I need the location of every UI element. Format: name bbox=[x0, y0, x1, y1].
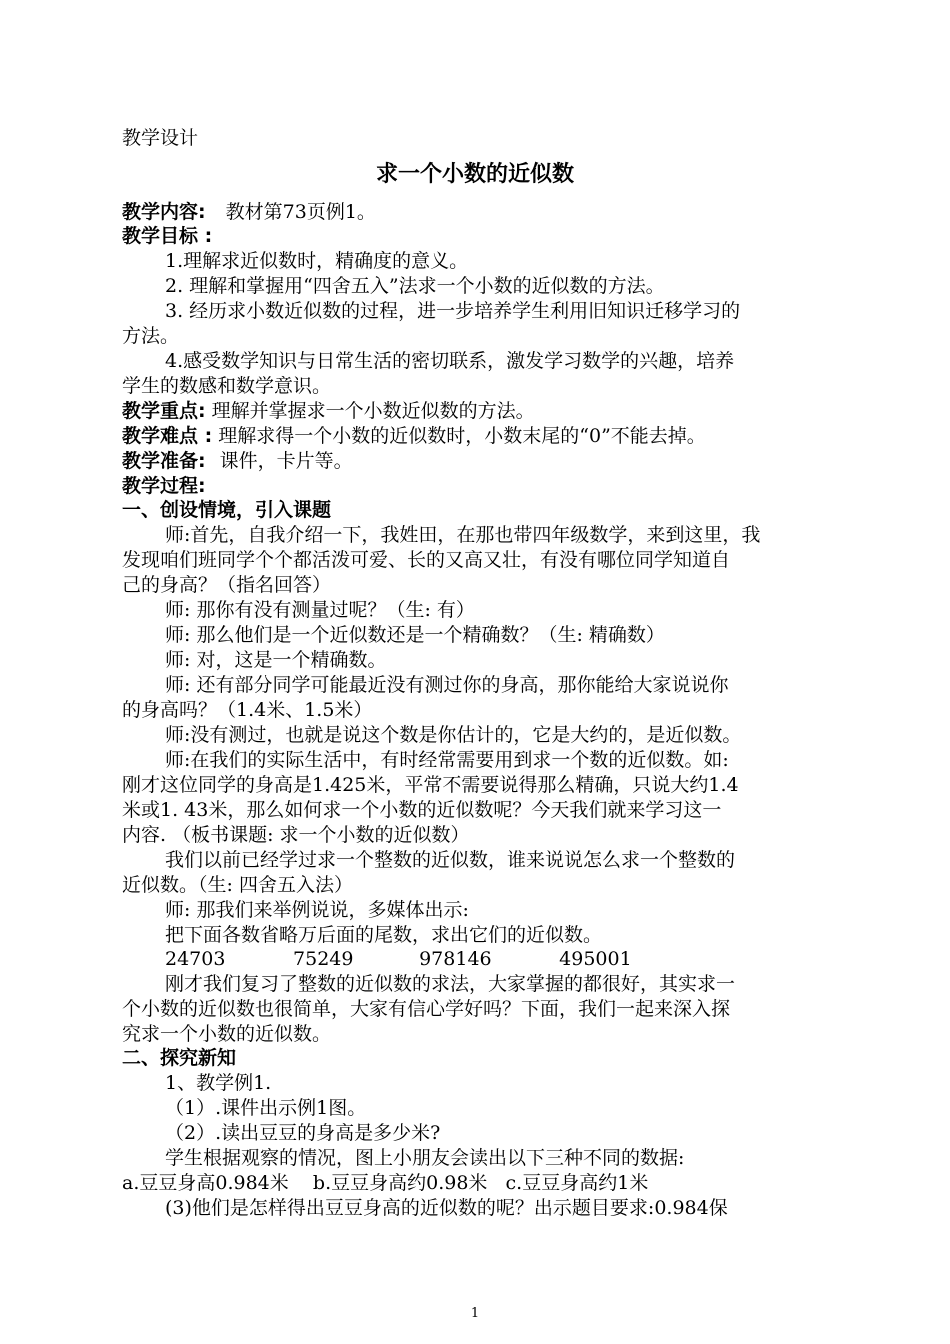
paragraph-line: 的身高吗？（1.4米、1.5米） bbox=[122, 699, 373, 721]
content-label: 教学内容: bbox=[122, 201, 206, 223]
goals-label: 教学目标 : bbox=[122, 225, 213, 247]
paragraph-line: 发现咱们班同学个个都活泼可爱、长的又高又壮，有没有哪位同学知道自 bbox=[122, 549, 731, 571]
paragraph-line: （2）.读出豆豆的身高是多少米? bbox=[165, 1122, 441, 1144]
paragraph-line: 学生根据观察的情况，图上小朋友会读出以下三种不同的数据: bbox=[165, 1147, 685, 1169]
paragraph-line: 师:没有测过，也就是说这个数是你估计的，它是大约的，是近似数。 bbox=[165, 724, 742, 746]
paragraph-line: 我们以前已经学过求一个整数的近似数，谁来说说怎么求一个整数的 bbox=[165, 849, 736, 871]
paragraph-line: 师:首先，自我介绍一下，我姓田，在那也带四年级数学，来到这里，我 bbox=[165, 524, 761, 546]
paragraph-line: 师: 那么他们是一个近似数还是一个精确数？（生: 精确数） bbox=[165, 624, 665, 646]
page-number: 1 bbox=[470, 1306, 480, 1321]
difficulty-row bbox=[122, 424, 842, 448]
goal-item: 1.理解求近似数时，精确度的意义。 bbox=[165, 250, 469, 272]
paragraph-line: 近似数。（生: 四舍五入法） bbox=[122, 874, 353, 896]
key-text: 理解并掌握求一个小数近似数的方法。 bbox=[211, 400, 535, 422]
content-row bbox=[122, 200, 842, 224]
paragraph-line: 把下面各数省略万后面的尾数，求出它们的近似数。 bbox=[165, 924, 603, 946]
goal-item: 方法。 bbox=[122, 325, 180, 347]
paragraph-line: 刚才我们复习了整数的近似数的求法，大家掌握的都很好，其实求一 bbox=[165, 973, 736, 995]
number-item: 978146 bbox=[419, 948, 492, 970]
paragraph-line: 米或1. 43米，那么如何求一个小数的近似数呢？今天我们就来学习这一 bbox=[122, 799, 722, 821]
number-item: 75249 bbox=[293, 948, 354, 970]
paragraph-line: 师: 对，这是一个精确数。 bbox=[165, 649, 387, 671]
number-item: 24703 bbox=[165, 948, 226, 970]
paragraph-line: 师:在我们的实际生活中，有时经常需要用到求一个数的近似数。如: bbox=[165, 749, 729, 771]
number-list bbox=[165, 947, 842, 971]
paragraph-line: (3)他们是怎样得出豆豆身高的近似数的呢？出示题目要求:0.984保 bbox=[165, 1197, 728, 1219]
section1-heading: 一、创设情境，引入课题 bbox=[122, 499, 332, 521]
prep-row bbox=[122, 449, 842, 473]
paragraph-line: 1、教学例1. bbox=[165, 1072, 272, 1094]
paragraph-line: 师: 那我们来举例说说，多媒体出示: bbox=[165, 899, 469, 921]
goal-item: 学生的数感和数学意识。 bbox=[122, 375, 332, 397]
process-label: 教学过程: bbox=[122, 475, 206, 497]
prep-text: 课件，卡片等。 bbox=[219, 450, 353, 472]
content-text: 教材第73页例1。 bbox=[225, 201, 376, 223]
goal-item: 3. 经历求小数近似数的过程，进一步培养学生利用旧知识迁移学习的 bbox=[165, 300, 741, 322]
difficulty-label: 教学难点 : bbox=[122, 425, 213, 447]
paragraph-line: （1）.课件出示例1图。 bbox=[165, 1097, 367, 1119]
number-item: 495001 bbox=[559, 948, 632, 970]
paragraph-line: 个小数的近似数也很简单，大家有信心学好吗？下面，我们一起来深入探 bbox=[122, 998, 731, 1020]
doc-header: 教学设计 bbox=[122, 127, 199, 149]
paragraph-line: 究求一个小数的近似数。 bbox=[122, 1023, 332, 1045]
paragraph-line: 己的身高？（指名回答） bbox=[122, 574, 332, 596]
key-label: 教学重点: bbox=[122, 400, 206, 422]
paragraph-line: a.豆豆身高0.984米 b.豆豆身高约0.98米 c.豆豆身高约1米 bbox=[122, 1172, 649, 1194]
paragraph-line: 内容. （板书课题: 求一个小数的近似数） bbox=[122, 824, 470, 846]
section2-heading: 二、探究新知 bbox=[122, 1047, 237, 1069]
key-row bbox=[122, 399, 842, 423]
goal-item: 2. 理解和掌握用“四舍五入”法求一个小数的近似数的方法。 bbox=[165, 275, 665, 297]
paragraph-line: 刚才这位同学的身高是1.425米，平常不需要说得那么精确，只说大约1.4 bbox=[122, 774, 739, 796]
goal-item: 4.感受数学知识与日常生活的密切联系，激发学习数学的兴趣，培养 bbox=[165, 350, 735, 372]
paragraph-line: 师: 还有部分同学可能最近没有测过你的身高，那你能给大家说说你 bbox=[165, 674, 729, 696]
prep-label: 教学准备: bbox=[122, 450, 206, 472]
paragraph-line: 师: 那你有没有测量过呢？（生: 有） bbox=[165, 599, 475, 621]
difficulty-text: 理解求得一个小数的近似数时，小数末尾的“0”不能去掉。 bbox=[218, 425, 706, 447]
page-title: 求一个小数的近似数 bbox=[375, 162, 574, 187]
